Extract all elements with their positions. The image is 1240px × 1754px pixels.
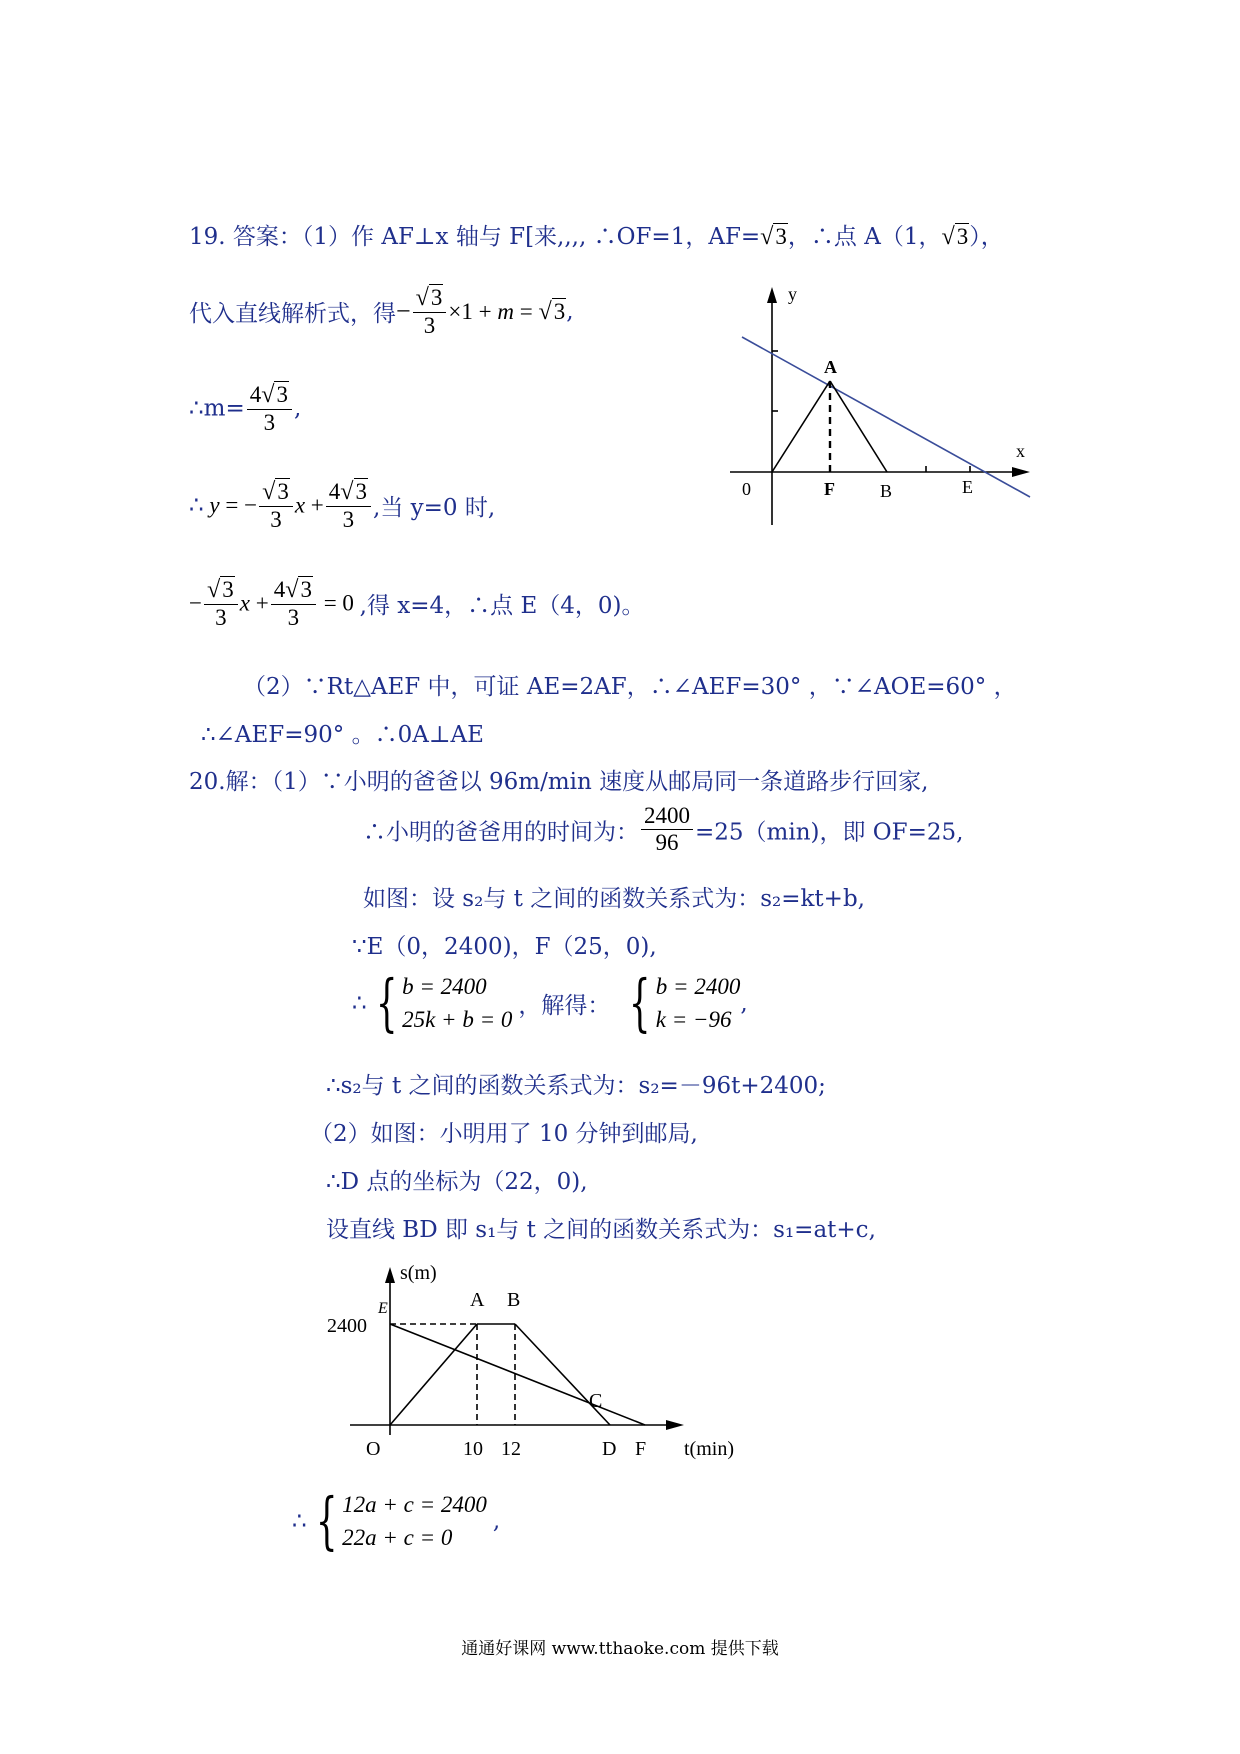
line-AE bbox=[742, 337, 1030, 497]
q19-part2-line1: （2）∵Rt△AEF 中，可证 AE=2AF，∴∠AEF=30° ，∵∠AOE=60° ， bbox=[243, 674, 1017, 700]
label-C: C bbox=[589, 1390, 603, 1412]
q20-line4: ∵E（0，2400)，F（25，0), bbox=[352, 934, 657, 960]
segment-EF bbox=[390, 1324, 645, 1425]
t-axis-arrow-icon bbox=[666, 1420, 684, 1430]
fraction: $\frac{√3}{3}$ bbox=[204, 576, 238, 631]
q19-line3: ∴m= $\frac{4√3}{3}$ , bbox=[189, 381, 302, 435]
q20-line9: 设直线 BD 即 s₁与 t 之间的函数关系式为：s₁=at+c, bbox=[326, 1217, 876, 1243]
q20-line3: 如图：设 s₂与 t 之间的函数关系式为：s₂=kt+b, bbox=[363, 886, 865, 912]
y-axis-arrow-icon bbox=[767, 287, 777, 303]
fraction: $\frac{4√3}{3}$ bbox=[271, 576, 316, 631]
q20-line8: ∴D 点的坐标为（22，0), bbox=[326, 1169, 588, 1195]
q20-system-2: ∴ { 12a + c = 2400 22a + c = 0 , bbox=[292, 1484, 501, 1558]
label-D: D bbox=[602, 1438, 617, 1460]
fraction: $\frac{4√3}{3}$ bbox=[247, 381, 292, 436]
footer-text: 通通好课网 www.tthaoke.com 提供下载 bbox=[461, 1639, 779, 1659]
label-t: t(min) bbox=[684, 1438, 734, 1460]
segment-OA bbox=[772, 381, 830, 472]
label-F: F bbox=[635, 1438, 647, 1460]
x-axis-arrow-icon bbox=[1012, 467, 1030, 477]
q20-line2: ∴小明的爸爸用的时间为： $\frac{2400}{96}$ =25（min)，即 OF=25, bbox=[363, 803, 964, 856]
q20-line7: （2）如图：小明用了 10 分钟到邮局, bbox=[310, 1121, 698, 1147]
label-E: E bbox=[378, 1300, 388, 1317]
label-s: s(m) bbox=[400, 1262, 437, 1284]
q20-line6: ∴s₂与 t 之间的函数关系式为：s₂=－96t+2400; bbox=[326, 1073, 826, 1099]
q19-line4: ∴ y = − $\frac{√3}{3}$ x + $\frac{4√3}{3}$ ,当 y=0 时, bbox=[189, 478, 496, 532]
fraction: $\frac{√3}{3}$ bbox=[259, 478, 293, 533]
q19-line2: 代入直线解析式，得− $\frac{√3}{3}$ ×1 + m = √3, bbox=[189, 284, 574, 338]
label-x: x bbox=[1016, 441, 1025, 461]
q19-part2-line2: ∴∠AEF=90° 。∴0A⊥AE bbox=[201, 722, 484, 748]
label-B: B bbox=[507, 1289, 521, 1311]
label-2400: 2400 bbox=[327, 1315, 367, 1337]
q19-line1: 19. 答案：（1）作 AF⊥x 轴与 F[来,,,, ∴OF=1，AF=√3，∴点 A（1，√3）， bbox=[189, 223, 1004, 250]
label-O: O bbox=[366, 1438, 381, 1460]
label-B: B bbox=[880, 481, 893, 501]
label-F: F bbox=[824, 479, 835, 499]
label-12: 12 bbox=[501, 1438, 521, 1460]
fraction: $\frac{4√3}{3}$ bbox=[326, 478, 371, 533]
label-E: E bbox=[962, 477, 973, 497]
fraction: $\frac{2400}{96}$ bbox=[641, 803, 693, 857]
q20-line1: 20.解：（1）∵小明的爸爸以 96m/min 速度从邮局同一条道路步行回家, bbox=[189, 769, 929, 795]
label-10: 10 bbox=[463, 1438, 483, 1460]
fraction: $\frac{√3}{3}$ bbox=[413, 284, 447, 339]
segment-AB bbox=[830, 381, 887, 472]
q19-line5: − $\frac{√3}{3}$ x + $\frac{4√3}{3}$ = 0 ,得 x=4，∴点 E（4，0)。 bbox=[189, 576, 645, 630]
label-y: y bbox=[788, 285, 797, 304]
label-A: A bbox=[824, 357, 837, 377]
figure-distance-time bbox=[320, 1255, 760, 1465]
figure-triangle-line bbox=[730, 285, 1040, 530]
segment-OA bbox=[390, 1324, 477, 1425]
s-axis-arrow-icon bbox=[385, 1267, 395, 1283]
q20-system-1: ∴ { b = 2400 25k + b = 0 ，解得： { b = 2400 k = −96 , bbox=[352, 966, 748, 1040]
label-A: A bbox=[470, 1289, 485, 1311]
label-O: 0 bbox=[742, 479, 751, 499]
